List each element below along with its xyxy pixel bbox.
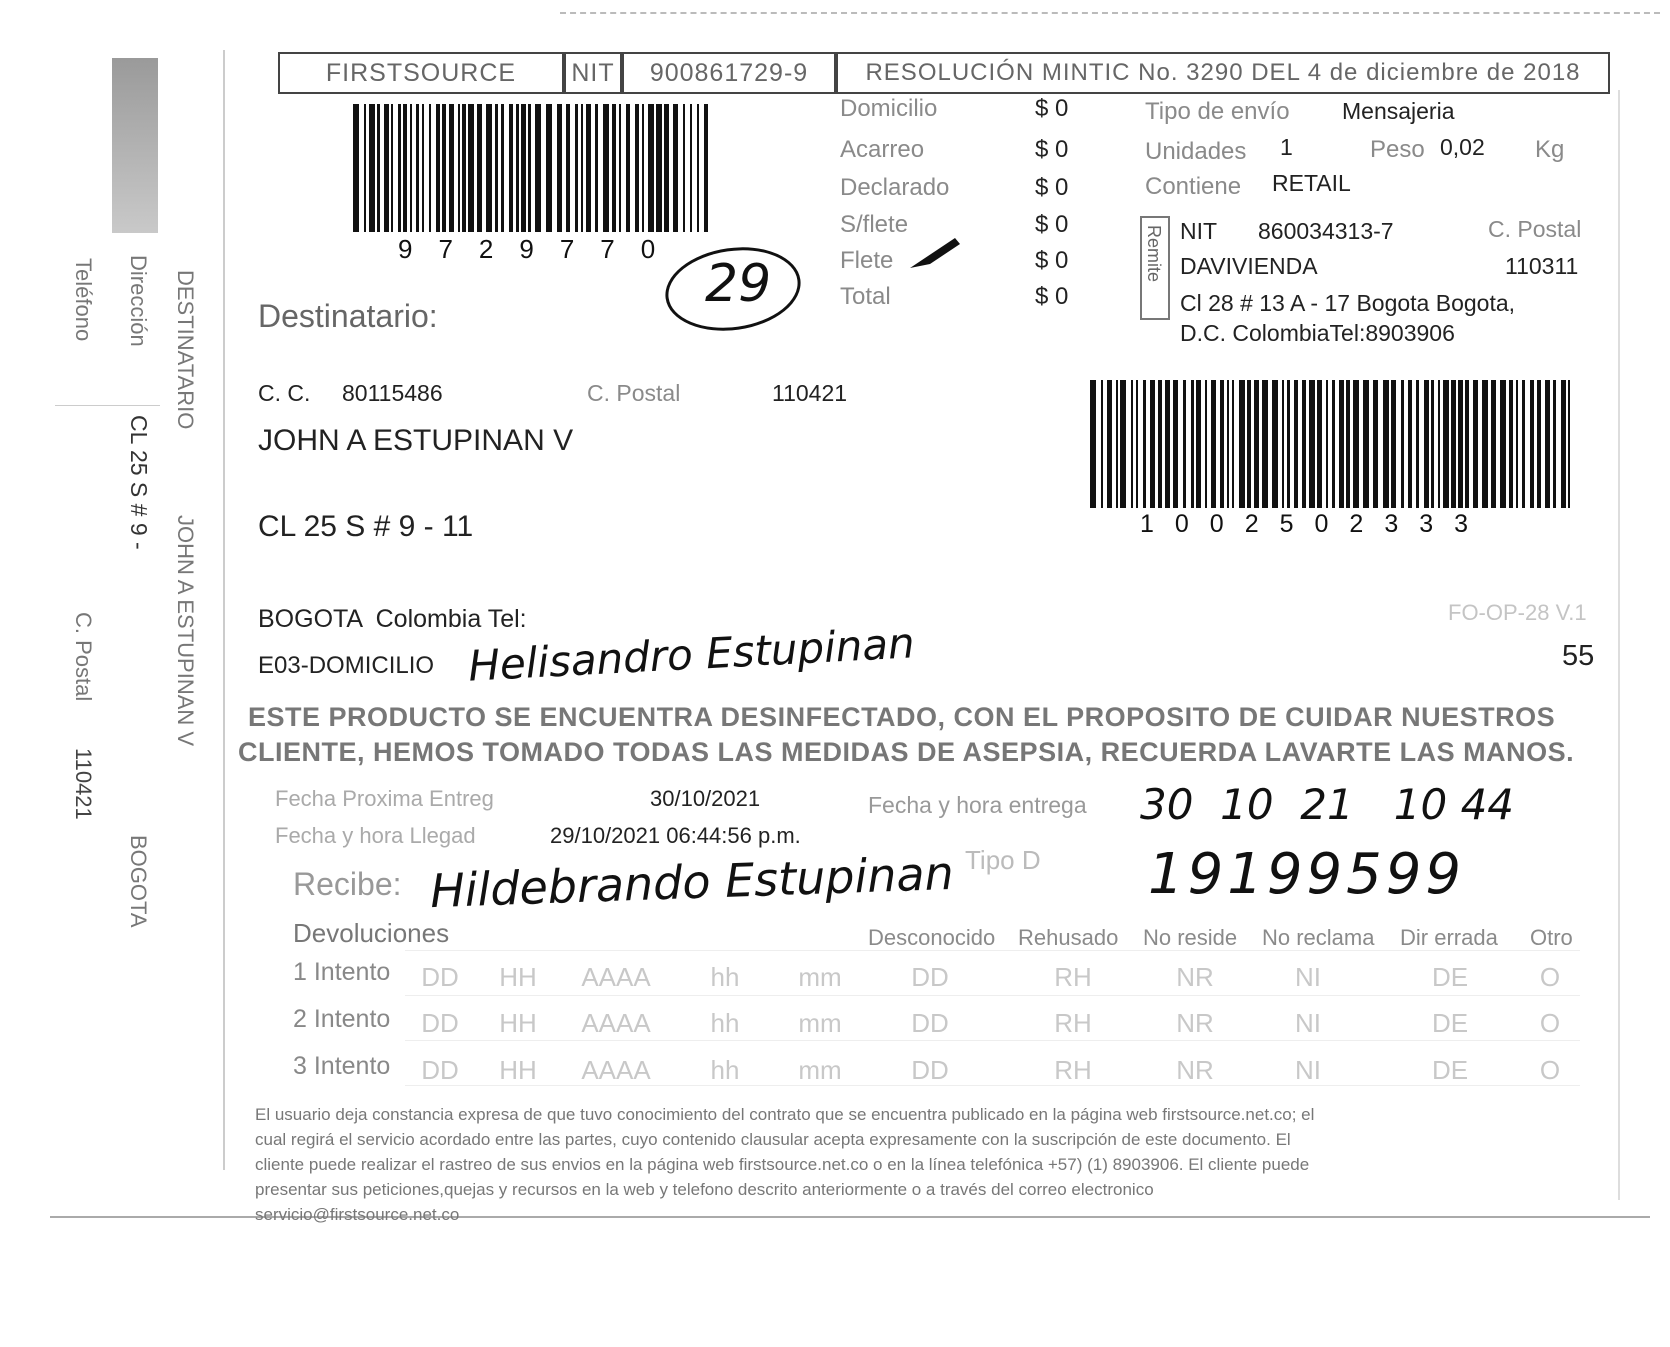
barcode-bar [1431, 380, 1434, 508]
barcode-bar [1346, 380, 1350, 508]
barcode-bar [1465, 380, 1469, 508]
dev-header-desconocido: Desconocido [868, 925, 996, 950]
dev-cell: DD [911, 1008, 949, 1038]
handwritten-recipient-name: Helisandro Estupinan [467, 618, 916, 691]
dev-cell: O [1539, 1008, 1561, 1038]
remite-cpostal-label: C. Postal [1488, 216, 1582, 242]
barcode-bar [1516, 380, 1518, 508]
remite-name: DAVIVIENDA [1180, 253, 1318, 279]
dev-grid-line [405, 995, 1580, 996]
barcode-bar [1383, 380, 1389, 508]
dev-cell: DE [1431, 962, 1469, 992]
barcode-bar [1500, 380, 1506, 508]
barcode-bar [436, 104, 440, 232]
fecha-proxima-label: Fecha Proxima Entreg [275, 786, 494, 811]
barcode-bar [495, 104, 498, 232]
dev-header-no-reside: No reside [1143, 925, 1238, 950]
barcode-bar [1473, 380, 1478, 508]
barcode-bar [1294, 380, 1298, 508]
barcode-bar [1183, 380, 1186, 508]
barcode-bar [1443, 380, 1449, 508]
dev-cell: AAAA [581, 1008, 651, 1038]
barcode-bar [1553, 380, 1556, 508]
recibe-handwritten: Hildebrando Estupinan [429, 845, 955, 919]
form-code: FO-OP-28 V.1 [1448, 600, 1587, 625]
nit-label-box [564, 52, 622, 94]
barcode-bar [1143, 380, 1146, 508]
company-name: FIRSTSOURCE [325, 58, 517, 87]
barcode-bar [1262, 380, 1268, 508]
dev-grid-line [405, 1085, 1580, 1086]
barcode-bar [1282, 380, 1284, 508]
dev-cell: DD [421, 1008, 459, 1038]
barcode-bar [575, 104, 578, 232]
dev-cell: mm [798, 1008, 842, 1038]
legal-line-5: servicio@firstsource.net.co [255, 1205, 460, 1224]
remite-nit-label: NIT [1180, 218, 1218, 244]
pen-mark-icon [905, 230, 965, 275]
barcode-bar [1561, 380, 1566, 508]
peso-unit: Kg [1535, 136, 1565, 163]
side-destinatario-label: DESTINATARIO [173, 270, 198, 430]
barcode-bar [1373, 380, 1378, 508]
barcode-bar [1339, 380, 1344, 508]
cost-value: $ 0 [1035, 283, 1069, 310]
dev-cell: RH [1054, 1055, 1092, 1085]
cost-row-total [840, 283, 1080, 319]
cost-value: $ 0 [1035, 136, 1069, 163]
dev-cell: NR [1176, 962, 1214, 992]
dev-cell: O [1539, 1055, 1561, 1085]
barcode-bar [1326, 380, 1328, 508]
dest-cpostal-value: 110421 [772, 380, 848, 406]
barcode-bar [1150, 380, 1155, 508]
dev-header-dir-errada: Dir errada [1400, 925, 1498, 950]
barcode-bar [1522, 380, 1525, 508]
right-frame-line [1618, 90, 1620, 1200]
left-frame-line [223, 50, 225, 1170]
barcode-bar [626, 104, 630, 232]
barcode-bar [1491, 380, 1496, 508]
barcode-bar [581, 104, 583, 232]
unidades-label: Unidades [1145, 138, 1247, 165]
barcode-bar [1220, 380, 1224, 508]
dev-cell: mm [798, 962, 842, 992]
barcode-bar [546, 104, 552, 232]
fecha-entrega-label: Fecha y hora entrega [868, 792, 1087, 818]
dev-cell: AAAA [581, 962, 651, 992]
barcode-bar [619, 104, 621, 232]
barcode-bar [377, 104, 380, 232]
form-number: 55 [1562, 640, 1595, 672]
barcode-bar [648, 104, 654, 232]
peso-value: 0,02 [1440, 134, 1485, 160]
company-box [278, 52, 564, 94]
legal-line-2: cual regirá el servicio acordado entre las partes, cuyo contenido clausular acepta expresamente con la suscripción de este documento. El [255, 1130, 1291, 1149]
barcode-bar [1107, 380, 1112, 508]
barcode-bar [566, 104, 570, 232]
service-type: E03-DOMICILIO [258, 652, 435, 679]
barcode-bar [1196, 380, 1201, 508]
barcode-bar [1458, 380, 1463, 508]
resolution-box [836, 52, 1610, 94]
barcode-bar [369, 104, 375, 232]
side-cpostal-value: 110421 [71, 748, 96, 820]
barcode-bar [664, 104, 669, 232]
disinfection-notice-line1: ESTE PRODUCTO SE ENCUENTRA DESINFECTADO, CON EL PROPOSITO DE CUIDAR NUESTROS [248, 702, 1556, 732]
contiene-value: RETAIL [1272, 170, 1351, 196]
cost-row-acarreo [840, 136, 1080, 172]
side-telefono-label: Teléfono [71, 258, 96, 342]
guide-barcode [1090, 380, 1575, 510]
attempt-3-label: 3 Intento [293, 1052, 391, 1080]
cost-label: Domicilio [840, 95, 938, 122]
cost-row-declarado [840, 174, 1080, 210]
side-direccion-value: CL 25 S # 9 - [126, 415, 152, 550]
barcode-bar [1482, 380, 1488, 508]
dev-cell: RH [1054, 962, 1092, 992]
barcode-bar [603, 104, 609, 232]
barcode-bar [1438, 380, 1440, 508]
side-cpostal-label: C. Postal [71, 612, 96, 702]
cost-value: $ 0 [1035, 211, 1069, 238]
handwritten-circle-number: 29 [705, 254, 772, 314]
barcode-bar [1254, 380, 1259, 508]
barcode-bar [1353, 380, 1359, 508]
dev-cell: NR [1176, 1055, 1214, 1085]
remite-tag: Remite [1144, 225, 1164, 283]
barcode-bar [1545, 380, 1550, 508]
dev-cell: hh [710, 962, 740, 992]
barcode-bar [704, 104, 708, 232]
barcode-bar [1232, 380, 1234, 508]
barcode-bar [1165, 380, 1170, 508]
barcode-bar [1120, 380, 1126, 508]
barcode-bar [521, 104, 526, 232]
remite-cpostal-value: 110311 [1505, 253, 1579, 279]
barcode-bar [1332, 380, 1335, 508]
resolution-text: RESOLUCIÓN MINTIC No. 3290 DEL 4 de diciembre de 2018 [865, 59, 1581, 86]
remite-address-line2: D.C. ColombiaTel:8903906 [1180, 320, 1455, 346]
barcode-bar [509, 104, 513, 232]
barcode-bar [422, 104, 424, 232]
barcode-bar [1247, 380, 1251, 508]
attempt-1-label: 1 Intento [293, 958, 391, 986]
barcode-bar [384, 104, 389, 232]
dev-cell: DE [1431, 1008, 1469, 1038]
legal-line-1: El usuario deja constancia expresa de que tuvo conocimiento del contrato que se encuentra publicado en la página web firstsource.net.co; el [255, 1105, 1315, 1124]
recipient-city: BOGOTA Colombia Tel: [258, 605, 527, 633]
barcode-bar [1568, 380, 1570, 508]
dev-header-rehusado: Rehusado [1018, 925, 1119, 950]
dev-cell: hh [710, 1055, 740, 1085]
barcode-bar [612, 104, 616, 232]
fecha-entrega-handwritten: 30 10 21 10 44 [1140, 780, 1515, 829]
stub-divider [55, 405, 160, 406]
barcode-bar [690, 104, 692, 232]
barcode-bar [403, 104, 407, 232]
barcode-bar [1191, 380, 1194, 508]
barcode-bar [1101, 380, 1103, 508]
cost-label: Acarreo [840, 136, 925, 163]
barcode-bar [1173, 380, 1178, 508]
barcode-bar [1239, 380, 1245, 508]
tipo-doc-label: Tipo D [965, 845, 1041, 875]
barcode-bar [683, 104, 685, 232]
barcode-bar [642, 104, 644, 232]
barcode-bar [501, 104, 504, 232]
barcode-bar [1408, 380, 1412, 508]
barcode-bar [697, 104, 699, 232]
nit-value: 900861729-9 [649, 58, 809, 87]
tipo-envio-value: Mensajeria [1342, 98, 1455, 124]
tracking-barcode-digits: 9729770 [398, 234, 682, 264]
dev-cell: NR [1176, 1008, 1214, 1038]
dev-grid-line [405, 950, 1580, 951]
nit-value-box [622, 52, 836, 94]
dev-cell: HH [499, 962, 537, 992]
cost-label: Flete [840, 247, 894, 274]
barcode-bar [442, 104, 446, 232]
devoluciones-title: Devoluciones [293, 918, 450, 948]
dev-cell: HH [499, 1055, 537, 1085]
dev-cell: DE [1431, 1055, 1469, 1085]
cost-row-domicilio [840, 95, 1080, 131]
cost-value: $ 0 [1035, 247, 1069, 274]
barcode-bar [462, 104, 466, 232]
cost-label: Total [840, 283, 891, 310]
dev-cell: hh [710, 1008, 740, 1038]
barcode-bar [1090, 380, 1096, 508]
barcode-bar [468, 104, 474, 232]
dev-cell: O [1539, 962, 1561, 992]
dest-cpostal-label: C. Postal [587, 380, 681, 406]
barcode-bar [1158, 380, 1162, 508]
barcode-bar [1424, 380, 1429, 508]
dev-cell: NI [1295, 962, 1321, 992]
barcode-bar [1205, 380, 1207, 508]
tipo-envio-label: Tipo de envío [1145, 98, 1290, 125]
dev-cell: DD [911, 1055, 949, 1085]
doc-number-handwritten: 19199599 [1148, 842, 1466, 907]
peso-label: Peso [1370, 136, 1425, 163]
unidades-value: 1 [1280, 134, 1293, 160]
barcode-bar [458, 104, 460, 232]
barcode-bar [516, 104, 519, 232]
cost-value: $ 0 [1035, 95, 1069, 122]
barcode-bar [1309, 380, 1315, 508]
dev-cell: NI [1295, 1008, 1321, 1038]
side-recipient-name: JOHN A ESTUPINAN V [173, 515, 198, 747]
barcode-bar [586, 104, 591, 232]
barcode-bar [1116, 380, 1118, 508]
barcode-bar [635, 104, 639, 232]
barcode-bar [1391, 380, 1396, 508]
dev-cell: AAAA [581, 1055, 651, 1085]
barcode-bar [557, 104, 562, 232]
destinatario-title: Destinatario: [258, 298, 438, 334]
legal-line-3: cliente puede realizar el rastreo de sus envios en la página web firstsource.net.co o en la línea telefónica +57) (1) 8903906. El cliente puede [255, 1155, 1310, 1174]
recipient-address: CL 25 S # 9 - 11 [258, 510, 474, 543]
fecha-proxima-value: 30/10/2021 [650, 786, 761, 811]
barcode-bar [1136, 380, 1138, 508]
dev-cell: RH [1054, 1008, 1092, 1038]
dev-header-otro: Otro [1530, 925, 1573, 950]
barcode-bar [673, 104, 678, 232]
cost-value: $ 0 [1035, 174, 1069, 201]
barcode-bar [1317, 380, 1322, 508]
legal-line-4: presentar sus peticiones,quejas y recursos en la web y telefono descrito anteriormente o a través del correo electronico [255, 1180, 1154, 1199]
attempt-2-label: 2 Intento [293, 1005, 391, 1033]
barcode-bar [477, 104, 482, 232]
barcode-bar [1131, 380, 1133, 508]
barcode-bar [429, 104, 431, 232]
barcode-bar [528, 104, 531, 232]
barcode-bar [353, 104, 359, 232]
barcode-bar [410, 104, 412, 232]
recipient-name: JOHN A ESTUPINAN V [258, 424, 574, 457]
barcode-bar [449, 104, 454, 232]
side-city: BOGOTA [126, 835, 151, 928]
barcode-bar [1401, 380, 1404, 508]
disinfection-notice-line2: CLIENTE, HEMOS TOMADO TODAS LAS MEDIDAS DE ASEPSIA, RECUERDA LAVARTE LAS MANOS. [238, 737, 1575, 767]
cc-value: 80115486 [342, 380, 443, 406]
barcode-bar [1530, 380, 1534, 508]
dev-cell: DD [911, 962, 949, 992]
dev-cell: HH [499, 1008, 537, 1038]
dev-cell: DD [421, 1055, 459, 1085]
stub-gray-block [112, 58, 158, 233]
barcode-bar [1227, 380, 1229, 508]
barcode-bar [1509, 380, 1513, 508]
dev-cell: mm [798, 1055, 842, 1085]
barcode-bar [1302, 380, 1306, 508]
barcode-bar [1416, 380, 1419, 508]
barcode-bar [1211, 380, 1216, 508]
barcode-bar [1287, 380, 1290, 508]
top-scan-line [560, 12, 1660, 14]
contiene-label: Contiene [1145, 173, 1242, 200]
dev-header-no-reclama: No reclama [1262, 925, 1375, 950]
legal-terms [255, 1102, 1565, 1227]
fecha-llegada-value: 29/10/2021 06:44:56 p.m. [550, 823, 801, 848]
recibe-label: Recibe: [293, 866, 402, 902]
remite-nit-value: 860034313-7 [1258, 218, 1394, 244]
guide-barcode-digits: 1002502333 [1140, 510, 1490, 538]
cost-label: Declarado [840, 174, 950, 201]
fecha-llegada-label: Fecha y hora Llegad [275, 823, 476, 848]
barcode-bar [391, 104, 393, 232]
barcode-bar [595, 104, 598, 232]
remite-address-line1: Cl 28 # 13 A - 17 Bogota Bogota, [1180, 290, 1516, 316]
dev-grid-line [405, 1040, 1580, 1041]
barcode-bar [416, 104, 419, 232]
barcode-bar [486, 104, 492, 232]
barcode-bar [1272, 380, 1278, 508]
barcode-bar [398, 104, 401, 232]
tracking-barcode [353, 104, 715, 236]
barcode-bar [1537, 380, 1541, 508]
nit-label: NIT [571, 58, 615, 87]
dev-cell: DD [421, 962, 459, 992]
cc-label: C. C. [258, 380, 311, 406]
barcode-bar [1451, 380, 1456, 508]
barcode-bar [535, 104, 541, 232]
cost-label: S/flete [840, 211, 909, 238]
barcode-bar [1363, 380, 1369, 508]
dev-cell: NI [1295, 1055, 1321, 1085]
barcode-bar [364, 104, 366, 232]
side-direccion-label: Dirección [126, 255, 151, 347]
barcode-bar [656, 104, 662, 232]
